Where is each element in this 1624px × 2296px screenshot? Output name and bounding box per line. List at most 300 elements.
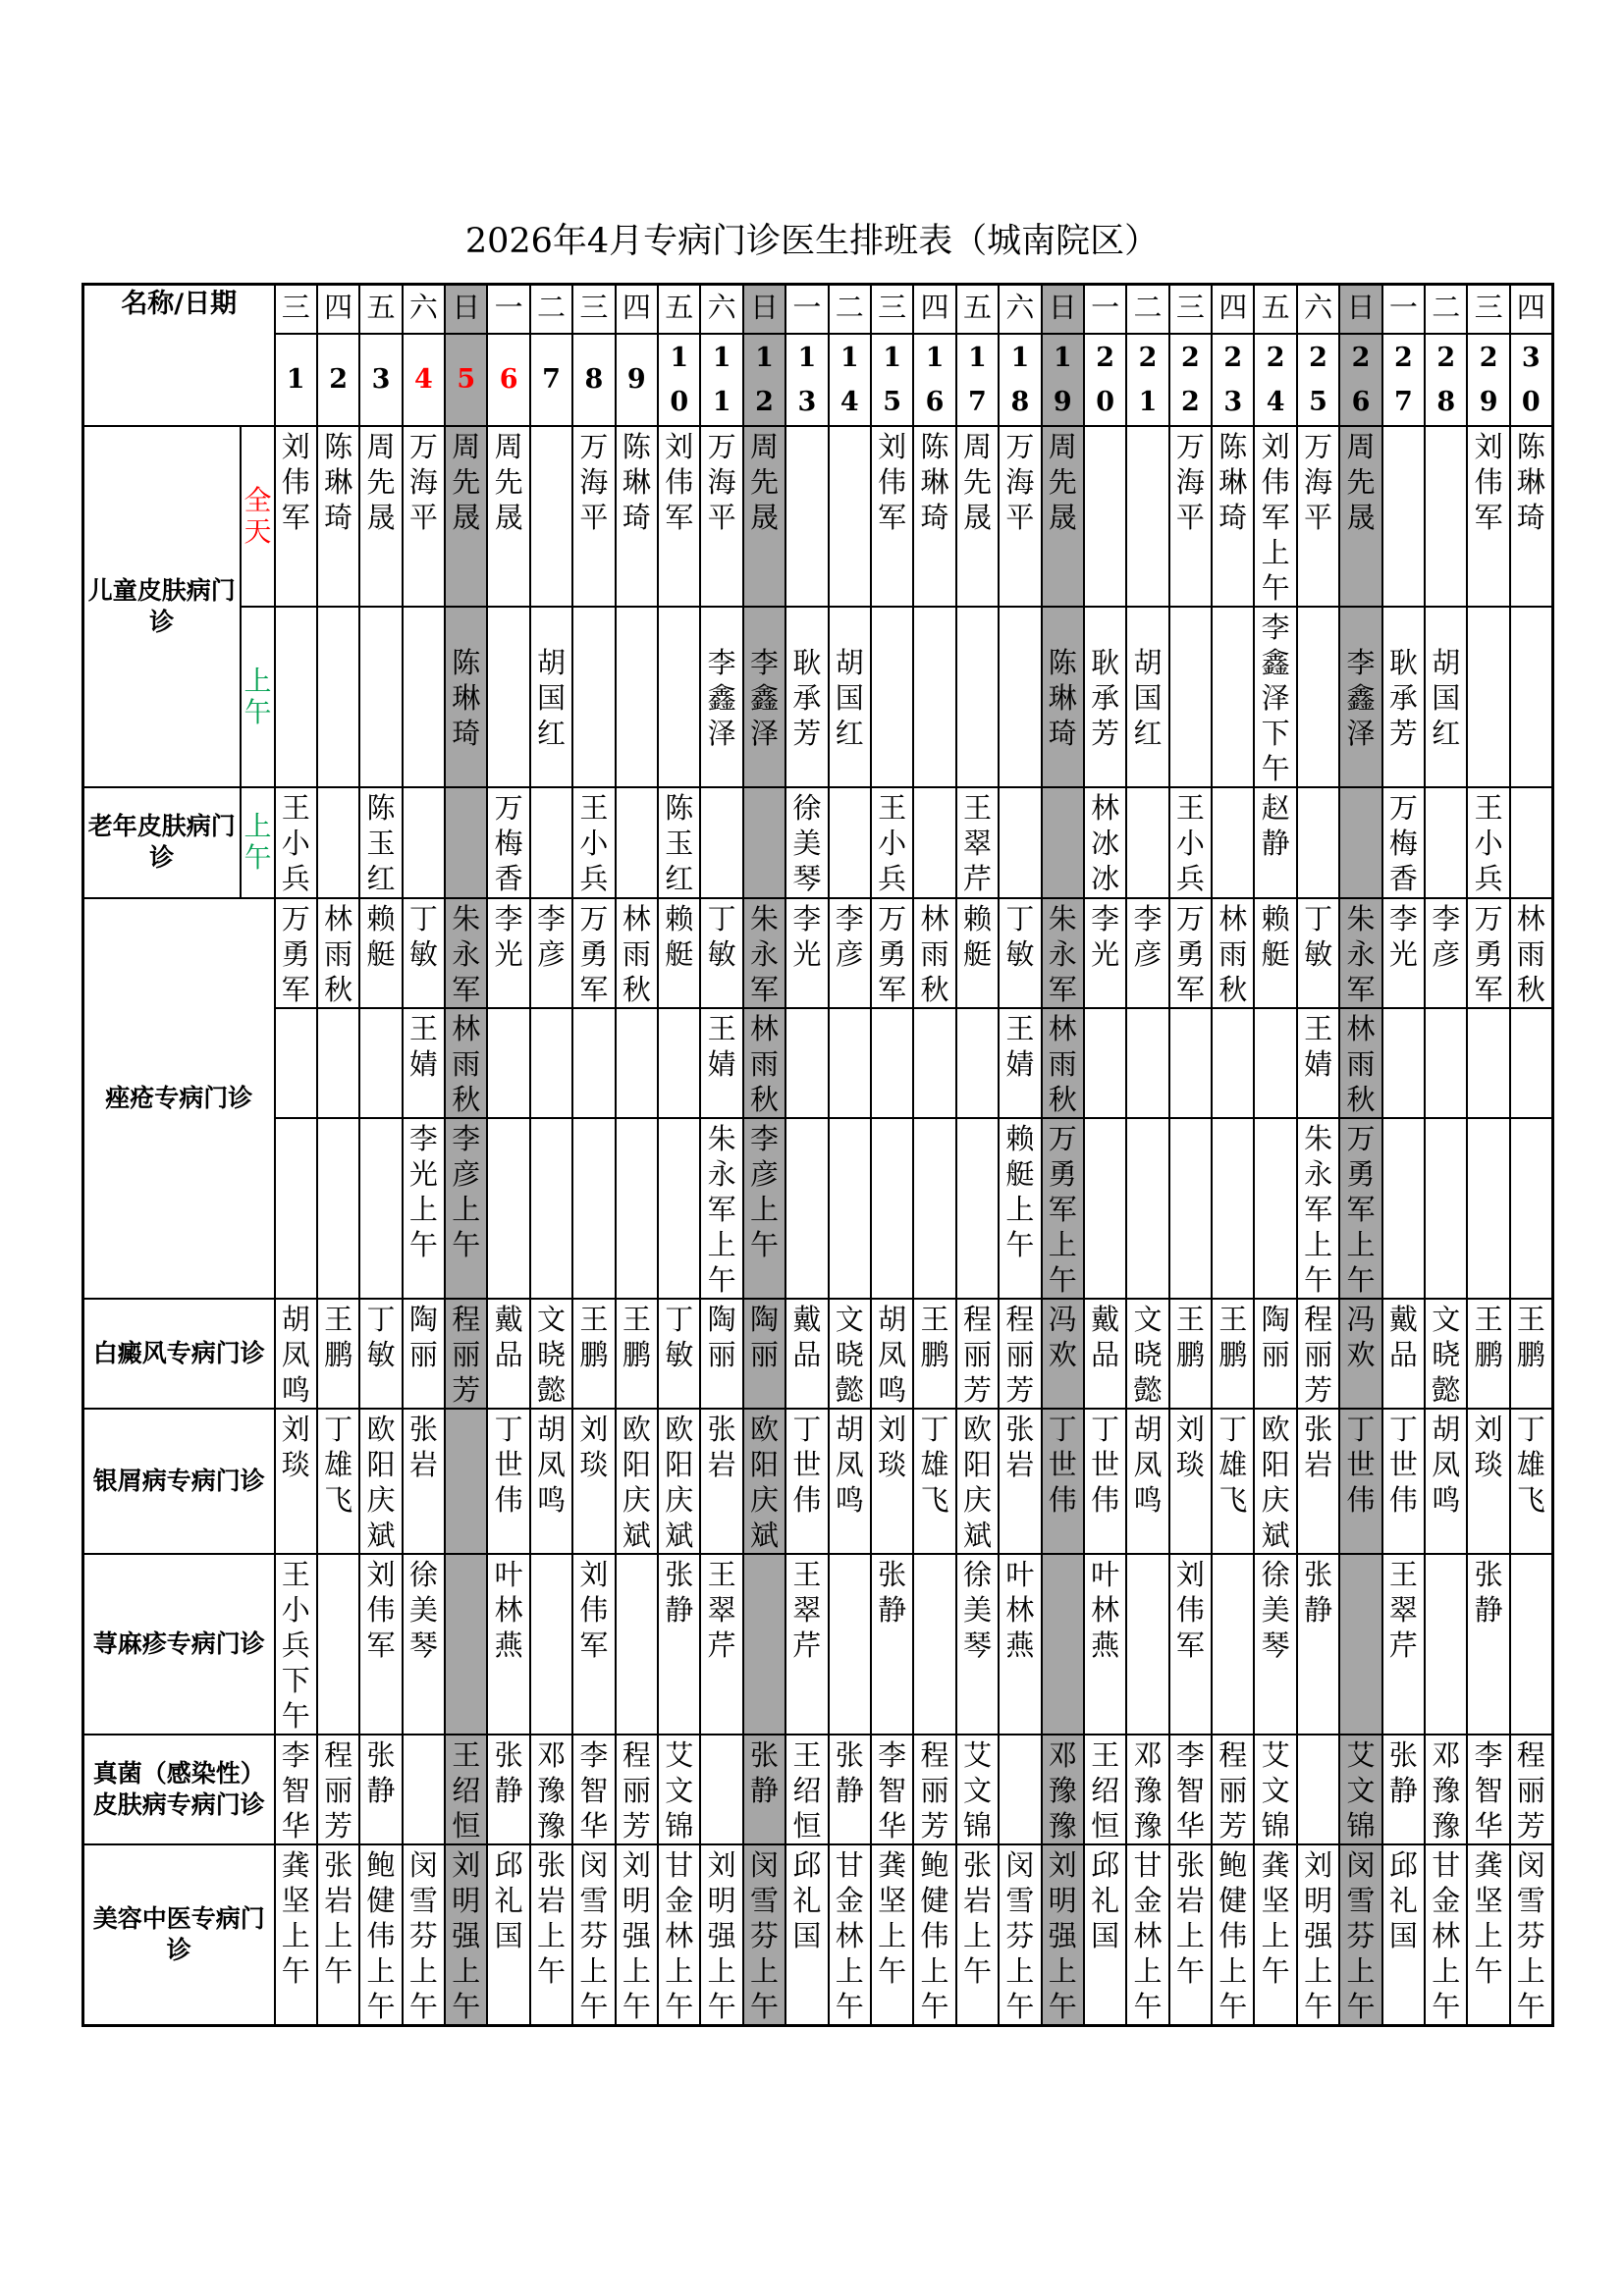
doctor-cell: 欧阳庆斌 [956, 1409, 999, 1554]
doctor-cell: 周先晟 [956, 426, 999, 607]
doctor-cell [487, 607, 529, 787]
doctor-cell [487, 1008, 529, 1118]
weekday-cell: 六 [1297, 285, 1339, 334]
weekday-cell: 日 [445, 285, 487, 334]
doctor-cell [275, 1118, 317, 1299]
doctor-cell: 张岩 [999, 1409, 1041, 1554]
doctor-cell [829, 1008, 871, 1118]
doctor-cell: 王小兵 [871, 787, 913, 898]
doctor-cell: 张静 [743, 1735, 785, 1844]
doctor-cell [1084, 1118, 1126, 1299]
doctor-cell: 丁世伟 [1382, 1409, 1425, 1554]
schedule-row [83, 1735, 1553, 1844]
date-cell: 28 [1425, 334, 1467, 426]
weekday-row [83, 285, 1553, 334]
doctor-cell: 林冰冰 [1084, 787, 1126, 898]
date-cell: 22 [1169, 334, 1212, 426]
doctor-cell [1425, 787, 1467, 898]
doctor-cell: 文晓懿 [1126, 1299, 1168, 1409]
schedule-row [83, 426, 1553, 607]
doctor-cell: 程丽芳 [616, 1735, 658, 1844]
doctor-cell: 程丽芳 [913, 1735, 955, 1844]
doctor-cell: 陈琳琦 [1510, 426, 1552, 607]
doctor-cell: 万海平 [700, 426, 742, 607]
doctor-cell [1169, 607, 1212, 787]
weekday-cell: 日 [1339, 285, 1381, 334]
doctor-cell: 欧阳庆斌 [1254, 1409, 1296, 1554]
doctor-cell: 邱礼国 [785, 1844, 828, 2026]
doctor-cell: 刘伟军上午 [1254, 426, 1296, 607]
doctor-cell [1126, 787, 1168, 898]
date-cell: 13 [785, 334, 828, 426]
weekday-cell: 五 [658, 285, 700, 334]
doctor-cell: 刘伟军 [275, 426, 317, 607]
doctor-cell [871, 1118, 913, 1299]
doctor-cell [317, 607, 359, 787]
doctor-cell: 万勇军上午 [1042, 1118, 1084, 1299]
doctor-cell: 丁敏 [700, 898, 742, 1008]
doctor-cell [658, 1008, 700, 1118]
doctor-cell [1169, 1008, 1212, 1118]
doctor-cell: 丁敏 [403, 898, 445, 1008]
weekday-cell: 日 [743, 285, 785, 334]
doctor-cell: 张岩上午 [317, 1844, 359, 2026]
clinic-name: 银屑病专病门诊 [83, 1409, 275, 1554]
doctor-cell: 欧阳庆斌 [616, 1409, 658, 1554]
doctor-cell: 欧阳庆斌 [658, 1409, 700, 1554]
doctor-cell: 胡国红 [530, 607, 572, 787]
doctor-cell: 胡国红 [829, 607, 871, 787]
weekday-cell: 四 [1212, 285, 1254, 334]
doctor-cell: 丁敏 [1297, 898, 1339, 1008]
doctor-cell [530, 1118, 572, 1299]
date-cell: 23 [1212, 334, 1254, 426]
doctor-cell: 李智华 [1169, 1735, 1212, 1844]
doctor-cell: 邓豫豫 [1042, 1735, 1084, 1844]
doctor-cell: 刘琰 [275, 1409, 317, 1554]
doctor-cell: 胡凤鸣 [275, 1299, 317, 1409]
doctor-cell: 文晓懿 [829, 1299, 871, 1409]
doctor-cell: 胡凤鸣 [1126, 1409, 1168, 1554]
doctor-cell [829, 1118, 871, 1299]
doctor-cell [445, 787, 487, 898]
doctor-cell [317, 787, 359, 898]
doctor-cell: 胡凤鸣 [1425, 1409, 1467, 1554]
doctor-cell: 王小兵下午 [275, 1554, 317, 1735]
doctor-cell: 朱永军上午 [700, 1118, 742, 1299]
doctor-cell [1510, 1008, 1552, 1118]
doctor-cell [1510, 1118, 1552, 1299]
doctor-cell: 林雨秋 [1510, 898, 1552, 1008]
doctor-cell: 李智华 [871, 1735, 913, 1844]
doctor-cell [616, 1008, 658, 1118]
doctor-cell: 欧阳庆斌 [743, 1409, 785, 1554]
doctor-cell [956, 1008, 999, 1118]
doctor-cell: 丁雄飞 [317, 1409, 359, 1554]
doctor-cell [1212, 787, 1254, 898]
doctor-cell [1382, 1008, 1425, 1118]
doctor-cell: 欧阳庆斌 [359, 1409, 402, 1554]
date-cell: 24 [1254, 334, 1296, 426]
doctor-cell: 张静 [1297, 1554, 1339, 1735]
doctor-cell: 王翠芹 [785, 1554, 828, 1735]
page-title: 2026年4月专病门诊医生排班表（城南院区） [464, 222, 1160, 261]
doctor-cell [1042, 1554, 1084, 1735]
doctor-cell [403, 607, 445, 787]
doctor-cell: 林雨秋 [317, 898, 359, 1008]
doctor-cell: 赖艇 [658, 898, 700, 1008]
date-cell: 27 [1382, 334, 1425, 426]
schedule-row [83, 1299, 1553, 1409]
doctor-cell [999, 607, 1041, 787]
doctor-cell [1084, 426, 1126, 607]
doctor-cell [1212, 1118, 1254, 1299]
doctor-cell: 万勇军 [1467, 898, 1509, 1008]
clinic-name: 美容中医专病门诊 [83, 1844, 275, 2026]
doctor-cell: 李鑫泽 [743, 607, 785, 787]
doctor-cell: 闵雪芬上午 [1339, 1844, 1381, 2026]
doctor-cell: 刘伟军 [871, 426, 913, 607]
doctor-cell [1126, 426, 1168, 607]
doctor-cell: 邓豫豫 [1126, 1735, 1168, 1844]
doctor-cell: 王小兵 [275, 787, 317, 898]
doctor-cell: 刘明强上午 [700, 1844, 742, 2026]
doctor-cell: 陈琳琦 [317, 426, 359, 607]
doctor-cell: 张静 [487, 1735, 529, 1844]
doctor-cell: 刘伟军 [658, 426, 700, 607]
doctor-cell: 刘伟军 [359, 1554, 402, 1735]
weekday-cell: 五 [359, 285, 402, 334]
weekday-cell: 二 [530, 285, 572, 334]
doctor-cell: 张岩 [1297, 1409, 1339, 1554]
doctor-cell: 王翠芹 [1382, 1554, 1425, 1735]
weekday-cell: 四 [913, 285, 955, 334]
session-label: 全天 [241, 426, 275, 607]
doctor-cell [785, 1008, 828, 1118]
doctor-cell [616, 1118, 658, 1299]
doctor-cell: 戴品 [1382, 1299, 1425, 1409]
doctor-cell: 周先晟 [487, 426, 529, 607]
doctor-cell: 王鹏 [1212, 1299, 1254, 1409]
date-cell: 4 [403, 334, 445, 426]
doctor-cell: 丁世伟 [1339, 1409, 1381, 1554]
schedule-row [83, 1118, 1553, 1299]
doctor-cell [871, 607, 913, 787]
doctor-cell: 刘伟军 [1169, 1554, 1212, 1735]
doctor-cell [1212, 607, 1254, 787]
doctor-cell [572, 607, 615, 787]
doctor-cell: 林雨秋 [616, 898, 658, 1008]
date-cell: 26 [1339, 334, 1381, 426]
doctor-cell: 艾文锦 [1254, 1735, 1296, 1844]
doctor-cell [1425, 1118, 1467, 1299]
doctor-cell [1467, 1118, 1509, 1299]
doctor-cell [700, 1735, 742, 1844]
doctor-cell: 张静 [1382, 1735, 1425, 1844]
weekday-cell: 二 [829, 285, 871, 334]
doctor-cell [1510, 1554, 1552, 1735]
weekday-cell: 一 [1382, 285, 1425, 334]
doctor-cell: 鲍健伟上午 [913, 1844, 955, 2026]
doctor-cell [487, 1118, 529, 1299]
doctor-cell: 龚坚上午 [275, 1844, 317, 2026]
date-cell: 12 [743, 334, 785, 426]
doctor-cell: 李智华 [275, 1735, 317, 1844]
doctor-cell [1382, 426, 1425, 607]
doctor-cell: 鲍健伟上午 [359, 1844, 402, 2026]
doctor-cell [572, 1008, 615, 1118]
doctor-cell [1425, 426, 1467, 607]
weekday-cell: 六 [700, 285, 742, 334]
doctor-cell [1042, 787, 1084, 898]
doctor-cell: 张静 [871, 1554, 913, 1735]
doctor-cell: 邱礼国 [487, 1844, 529, 2026]
doctor-cell: 丁世伟 [1084, 1409, 1126, 1554]
doctor-cell [1297, 1735, 1339, 1844]
weekday-cell: 三 [1467, 285, 1509, 334]
doctor-cell: 龚坚上午 [871, 1844, 913, 2026]
weekday-cell: 二 [1425, 285, 1467, 334]
doctor-cell: 朱永军上午 [1297, 1118, 1339, 1299]
doctor-cell: 叶林燕 [487, 1554, 529, 1735]
doctor-cell: 刘琰 [572, 1409, 615, 1554]
doctor-cell [1212, 1554, 1254, 1735]
doctor-cell: 万勇军上午 [1339, 1118, 1381, 1299]
doctor-cell: 李光 [487, 898, 529, 1008]
doctor-cell: 王小兵 [1467, 787, 1509, 898]
doctor-cell: 邓豫豫 [530, 1735, 572, 1844]
weekday-cell: 一 [487, 285, 529, 334]
doctor-cell: 张岩上午 [956, 1844, 999, 2026]
doctor-cell: 李彦 [1126, 898, 1168, 1008]
session-label: 上午 [241, 787, 275, 898]
doctor-cell: 万海平 [999, 426, 1041, 607]
doctor-cell [1254, 1118, 1296, 1299]
doctor-cell: 万海平 [403, 426, 445, 607]
doctor-cell [445, 1409, 487, 1554]
weekday-cell: 四 [1510, 285, 1552, 334]
doctor-cell: 王鹏 [572, 1299, 615, 1409]
doctor-cell: 闵雪芬上午 [999, 1844, 1041, 2026]
schedule-row [83, 898, 1553, 1008]
doctor-cell [1339, 1554, 1381, 1735]
weekday-cell: 四 [317, 285, 359, 334]
doctor-cell: 甘金林上午 [1126, 1844, 1168, 2026]
doctor-cell: 万海平 [572, 426, 615, 607]
doctor-cell: 朱永军 [1042, 898, 1084, 1008]
doctor-cell: 李鑫泽 [700, 607, 742, 787]
date-cell: 30 [1510, 334, 1552, 426]
schedule-row [83, 607, 1553, 787]
doctor-cell: 王鹏 [913, 1299, 955, 1409]
doctor-cell: 丁世伟 [487, 1409, 529, 1554]
date-cell: 19 [1042, 334, 1084, 426]
weekday-cell: 四 [616, 285, 658, 334]
date-cell: 20 [1084, 334, 1126, 426]
doctor-cell: 陈琳琦 [445, 607, 487, 787]
doctor-cell [616, 787, 658, 898]
doctor-cell [616, 607, 658, 787]
doctor-cell: 程丽芳 [1212, 1735, 1254, 1844]
doctor-cell [530, 787, 572, 898]
date-cell: 25 [1297, 334, 1339, 426]
doctor-cell: 赖艇 [1254, 898, 1296, 1008]
doctor-cell: 李光 [1084, 898, 1126, 1008]
date-cell: 7 [530, 334, 572, 426]
doctor-cell: 冯欢 [1339, 1299, 1381, 1409]
doctor-cell [275, 1008, 317, 1118]
weekday-cell: 三 [275, 285, 317, 334]
doctor-cell: 程丽芳 [445, 1299, 487, 1409]
doctor-cell: 万海平 [1297, 426, 1339, 607]
weekday-cell: 六 [999, 285, 1041, 334]
clinic-name: 白癜风专病门诊 [83, 1299, 275, 1409]
doctor-cell [999, 1735, 1041, 1844]
doctor-cell: 龚坚上午 [1467, 1844, 1509, 2026]
doctor-cell: 王鹏 [317, 1299, 359, 1409]
doctor-cell: 万勇军 [572, 898, 615, 1008]
doctor-cell [743, 1554, 785, 1735]
doctor-cell: 刘伟军 [1467, 426, 1509, 607]
doctor-cell: 王绍恒 [1084, 1735, 1126, 1844]
doctor-cell: 刘明强上午 [616, 1844, 658, 2026]
date-cell: 2 [317, 334, 359, 426]
doctor-cell [871, 1008, 913, 1118]
doctor-cell: 陈玉红 [658, 787, 700, 898]
doctor-cell: 甘金林上午 [1425, 1844, 1467, 2026]
doctor-cell [785, 1118, 828, 1299]
session-label: 上午 [241, 607, 275, 787]
doctor-cell: 胡国红 [1126, 607, 1168, 787]
doctor-cell: 王翠芹 [700, 1554, 742, 1735]
doctor-cell: 林雨秋 [743, 1008, 785, 1118]
doctor-cell: 胡国红 [1425, 607, 1467, 787]
doctor-cell: 刘明强上午 [445, 1844, 487, 2026]
doctor-cell: 李彦 [1425, 898, 1467, 1008]
doctor-cell: 程丽芳 [956, 1299, 999, 1409]
doctor-cell: 王鹏 [1169, 1299, 1212, 1409]
doctor-cell: 朱永军 [1339, 898, 1381, 1008]
doctor-cell: 张静 [658, 1554, 700, 1735]
doctor-cell [1425, 1008, 1467, 1118]
doctor-cell: 陶丽 [743, 1299, 785, 1409]
doctor-cell: 戴品 [1084, 1299, 1126, 1409]
doctor-cell: 丁敏 [359, 1299, 402, 1409]
doctor-cell [1169, 1118, 1212, 1299]
date-row [83, 334, 1553, 426]
doctor-cell [1425, 1554, 1467, 1735]
doctor-cell: 艾文锦 [658, 1735, 700, 1844]
doctor-cell: 陈琳琦 [913, 426, 955, 607]
doctor-cell: 丁世伟 [785, 1409, 828, 1554]
doctor-cell: 戴品 [487, 1299, 529, 1409]
date-cell: 21 [1126, 334, 1168, 426]
doctor-cell: 程丽芳 [317, 1735, 359, 1844]
doctor-cell: 李光上午 [403, 1118, 445, 1299]
doctor-cell [1212, 1008, 1254, 1118]
doctor-cell: 李鑫泽下午 [1254, 607, 1296, 787]
doctor-cell: 李彦 [829, 898, 871, 1008]
doctor-cell [359, 1008, 402, 1118]
weekday-cell: 二 [1126, 285, 1168, 334]
doctor-cell: 闵雪芬上午 [1510, 1844, 1552, 2026]
date-cell: 14 [829, 334, 871, 426]
doctor-cell [530, 1554, 572, 1735]
doctor-cell [359, 607, 402, 787]
doctor-cell: 胡凤鸣 [530, 1409, 572, 1554]
doctor-cell: 陈琳琦 [1212, 426, 1254, 607]
header-label: 名称/日期 [83, 285, 275, 426]
doctor-cell: 叶林燕 [999, 1554, 1041, 1735]
schedule-table [81, 283, 1554, 2027]
doctor-cell: 林雨秋 [1212, 898, 1254, 1008]
date-cell: 15 [871, 334, 913, 426]
doctor-cell: 朱永军 [743, 898, 785, 1008]
doctor-cell: 赵静 [1254, 787, 1296, 898]
doctor-cell: 刘琰 [871, 1409, 913, 1554]
clinic-name: 荨麻疹专病门诊 [83, 1554, 275, 1735]
doctor-cell: 胡凤鸣 [871, 1299, 913, 1409]
doctor-cell: 陶丽 [1254, 1299, 1296, 1409]
doctor-cell: 丁世伟 [1042, 1409, 1084, 1554]
date-cell: 16 [913, 334, 955, 426]
doctor-cell: 朱永军 [445, 898, 487, 1008]
doctor-cell: 赖艇 [956, 898, 999, 1008]
doctor-cell [1510, 787, 1552, 898]
doctor-cell: 张岩上午 [530, 1844, 572, 2026]
doctor-cell: 陶丽 [403, 1299, 445, 1409]
doctor-cell: 周先晟 [359, 426, 402, 607]
doctor-cell [1382, 1118, 1425, 1299]
doctor-cell [1297, 787, 1339, 898]
schedule-row [83, 1409, 1553, 1554]
doctor-cell [700, 787, 742, 898]
doctor-cell [403, 787, 445, 898]
doctor-cell: 闵雪芬上午 [403, 1844, 445, 2026]
doctor-cell: 耿承芳 [785, 607, 828, 787]
doctor-cell [1126, 1554, 1168, 1735]
date-cell: 10 [658, 334, 700, 426]
doctor-cell: 鲍健伟上午 [1212, 1844, 1254, 2026]
doctor-cell: 徐美琴 [403, 1554, 445, 1735]
doctor-cell: 林雨秋 [1339, 1008, 1381, 1118]
doctor-cell: 万勇军 [871, 898, 913, 1008]
doctor-cell [1467, 1008, 1509, 1118]
date-cell: 3 [359, 334, 402, 426]
weekday-cell: 三 [871, 285, 913, 334]
doctor-cell: 张岩上午 [1169, 1844, 1212, 2026]
doctor-cell: 冯欢 [1042, 1299, 1084, 1409]
doctor-cell: 陶丽 [700, 1299, 742, 1409]
doctor-cell: 万梅香 [1382, 787, 1425, 898]
date-cell: 9 [616, 334, 658, 426]
doctor-cell: 程丽芳 [1297, 1299, 1339, 1409]
doctor-cell: 文晓懿 [1425, 1299, 1467, 1409]
doctor-cell: 张静 [829, 1735, 871, 1844]
doctor-cell: 王绍恒 [445, 1735, 487, 1844]
doctor-cell [1084, 1008, 1126, 1118]
schedule-row [83, 1844, 1553, 2026]
doctor-cell: 甘金林上午 [829, 1844, 871, 2026]
doctor-cell: 徐美琴 [956, 1554, 999, 1735]
doctor-cell: 赖艇上午 [999, 1118, 1041, 1299]
doctor-cell: 王婧 [999, 1008, 1041, 1118]
doctor-cell [530, 426, 572, 607]
doctor-cell: 赖艇 [359, 898, 402, 1008]
doctor-cell [359, 1118, 402, 1299]
doctor-cell [743, 787, 785, 898]
doctor-cell: 万梅香 [487, 787, 529, 898]
